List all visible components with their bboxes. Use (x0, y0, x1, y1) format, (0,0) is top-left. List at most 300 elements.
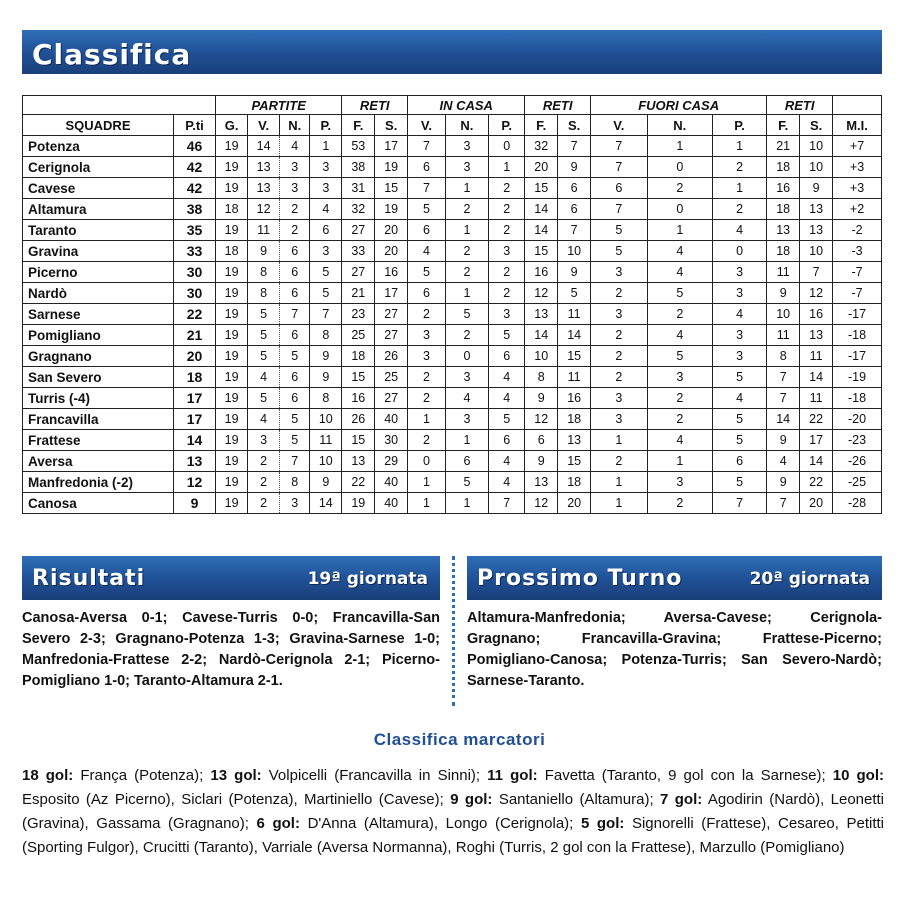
table-cell: 6 (489, 346, 525, 367)
table-cell: +2 (833, 199, 882, 220)
scorer-names: Signorelli (Frattese), Cesareo, Petitti (Sporting Fulgor), Crucitti (Taranto), Varriale (Aversa Normanna), Roghi (Turris, 2 gol con la Frattese), Marzullo (Pomigliano) (22, 815, 885, 856)
team-name: Cerignola (23, 157, 174, 178)
table-cell: 5 (591, 220, 647, 241)
table-cell: -17 (833, 346, 882, 367)
table-cell: 6 (310, 220, 342, 241)
table-cell: 7 (558, 220, 591, 241)
table-cell: 2 (248, 493, 280, 514)
table-cell: 6 (280, 241, 310, 262)
table-cell: 0 (647, 157, 712, 178)
table-cell: 6 (591, 178, 647, 199)
table-cell: 9 (248, 241, 280, 262)
table-row (23, 178, 882, 199)
table-row (23, 472, 882, 493)
table-cell: 12 (525, 283, 558, 304)
table-cell: 5 (558, 283, 591, 304)
column-header: P. (712, 115, 766, 136)
table-cell: 11 (800, 346, 833, 367)
table-cell: -7 (833, 262, 882, 283)
table-cell: 7 (408, 178, 446, 199)
table-cell: 9 (800, 178, 833, 199)
table-cell: 17 (375, 136, 408, 157)
table-cell: 18 (558, 472, 591, 493)
table-cell: 3 (445, 409, 488, 430)
table-cell: 16 (375, 262, 408, 283)
table-cell: 3 (712, 283, 766, 304)
points-cell: 35 (174, 220, 216, 241)
table-row (23, 220, 882, 241)
table-cell: 5 (280, 409, 310, 430)
table-cell: 6 (712, 451, 766, 472)
table-cell: 5 (712, 430, 766, 451)
table-cell: 1 (445, 178, 488, 199)
table-cell: -20 (833, 409, 882, 430)
table-cell: 27 (375, 304, 408, 325)
table-cell: 9 (525, 451, 558, 472)
column-header: P. (310, 115, 342, 136)
table-cell: 1 (591, 472, 647, 493)
table-cell: 13 (800, 220, 833, 241)
table-cell: 27 (342, 220, 375, 241)
results-title: Risultati (32, 566, 146, 591)
table-cell: 33 (342, 241, 375, 262)
table-cell: 16 (558, 388, 591, 409)
table-cell: 26 (375, 346, 408, 367)
table-cell: 1 (647, 451, 712, 472)
table-cell: 11 (558, 367, 591, 388)
scorers-title: Classifica marcatori (373, 730, 546, 749)
table-cell: 18 (767, 157, 800, 178)
table-cell: 3 (445, 136, 488, 157)
table-cell: 13 (800, 199, 833, 220)
table-cell: 20 (375, 220, 408, 241)
column-header: F. (767, 115, 800, 136)
table-cell: 8 (525, 367, 558, 388)
table-row (23, 430, 882, 451)
table-row (23, 367, 882, 388)
table-cell: 10 (558, 241, 591, 262)
scorer-names: Esposito (Az Picerno), Siclari (Potenza), Martiniello (Cavese); (22, 791, 451, 808)
next-round-number: 20ª giornata (749, 569, 870, 589)
table-cell: 3 (280, 178, 310, 199)
table-cell: 4 (712, 220, 766, 241)
table-cell: 13 (767, 220, 800, 241)
table-cell: 4 (712, 388, 766, 409)
team-name: Picerno (23, 262, 174, 283)
table-cell: 40 (375, 493, 408, 514)
table-cell: 2 (408, 388, 446, 409)
table-cell: 2 (280, 220, 310, 241)
table-cell: 19 (375, 199, 408, 220)
table-cell: 22 (800, 409, 833, 430)
table-cell: 4 (489, 388, 525, 409)
table-cell: 3 (310, 241, 342, 262)
table-cell: 1 (591, 493, 647, 514)
table-cell: 19 (216, 157, 248, 178)
table-cell: 15 (558, 451, 591, 472)
table-cell: 5 (489, 409, 525, 430)
table-cell: 6 (280, 262, 310, 283)
table-cell: 1 (647, 136, 712, 157)
table-cell: 13 (248, 157, 280, 178)
table-cell: 20 (800, 493, 833, 514)
table-cell: 2 (445, 325, 488, 346)
table-cell: 14 (558, 325, 591, 346)
standings-body (23, 136, 882, 514)
points-cell: 20 (174, 346, 216, 367)
group-header-row (23, 96, 882, 115)
table-cell: 2 (445, 241, 488, 262)
scorer-goals: 5 gol: (580, 815, 625, 832)
table-cell: +3 (833, 178, 882, 199)
table-cell: 18 (767, 241, 800, 262)
table-cell: 7 (408, 136, 446, 157)
table-cell: 1 (591, 430, 647, 451)
table-cell: 16 (767, 178, 800, 199)
points-cell: 18 (174, 367, 216, 388)
next-round-text: Altamura-Manfredonia; Aversa-Cavese; Cerignola-Gragnano; Francavilla-Gravina; Frattese-Picerno; Pomigliano-Canosa; Potenza-Turris; San Severo-Nardò; Sarnese-Taranto. (467, 610, 882, 689)
table-cell: 19 (216, 346, 248, 367)
table-cell: 16 (342, 388, 375, 409)
column-header: F. (342, 115, 375, 136)
table-cell: 9 (767, 283, 800, 304)
table-cell: 10 (800, 241, 833, 262)
table-cell: 1 (445, 220, 488, 241)
table-cell: 22 (342, 472, 375, 493)
points-cell: 13 (174, 451, 216, 472)
table-cell: 3 (310, 157, 342, 178)
table-cell: 22 (800, 472, 833, 493)
table-cell: 6 (280, 367, 310, 388)
table-row (23, 241, 882, 262)
table-cell: 7 (280, 304, 310, 325)
team-name: San Severo (23, 367, 174, 388)
table-cell: 5 (248, 388, 280, 409)
table-cell: 7 (310, 304, 342, 325)
table-cell: 2 (712, 157, 766, 178)
table-cell: 19 (216, 409, 248, 430)
group-header: IN CASA (408, 96, 525, 115)
table-cell: 3 (310, 178, 342, 199)
table-cell: 3 (489, 241, 525, 262)
column-header: N. (647, 115, 712, 136)
table-cell: 14 (525, 325, 558, 346)
table-cell: 14 (525, 199, 558, 220)
table-cell: 3 (647, 472, 712, 493)
points-cell: 22 (174, 304, 216, 325)
group-header-blank (833, 96, 882, 115)
title-banner (22, 30, 882, 74)
table-row (23, 136, 882, 157)
table-cell: 3 (591, 304, 647, 325)
next-round-banner (467, 556, 882, 600)
scorer-goals: 13 gol: (210, 767, 262, 784)
column-header-row (23, 115, 882, 136)
table-cell: -18 (833, 388, 882, 409)
table-cell: 5 (712, 472, 766, 493)
table-row (23, 157, 882, 178)
table-cell: 2 (647, 388, 712, 409)
table-cell: 4 (647, 241, 712, 262)
table-cell: 20 (525, 157, 558, 178)
table-cell: +3 (833, 157, 882, 178)
table-cell: 4 (712, 304, 766, 325)
table-cell: 14 (525, 220, 558, 241)
table-cell: 2 (489, 178, 525, 199)
table-cell: 9 (767, 472, 800, 493)
table-cell: 12 (525, 493, 558, 514)
table-cell: 5 (408, 199, 446, 220)
table-cell: 9 (310, 472, 342, 493)
table-cell: 0 (712, 241, 766, 262)
table-cell: 25 (342, 325, 375, 346)
table-cell: 4 (248, 367, 280, 388)
table-cell: 15 (525, 178, 558, 199)
group-header: RETI (342, 96, 408, 115)
table-cell: 19 (216, 451, 248, 472)
column-header: M.I. (833, 115, 882, 136)
column-header: V. (408, 115, 446, 136)
table-cell: 21 (342, 283, 375, 304)
table-cell: 8 (310, 388, 342, 409)
group-header: RETI (525, 96, 591, 115)
table-cell: 7 (712, 493, 766, 514)
table-cell: 3 (445, 367, 488, 388)
table-cell: 8 (767, 346, 800, 367)
table-cell: 11 (767, 262, 800, 283)
column-header: V. (591, 115, 647, 136)
scorer-goals: 7 gol: (660, 791, 703, 808)
scorer-goals: 11 gol: (487, 767, 538, 784)
table-cell: 5 (712, 367, 766, 388)
team-name: Sarnese (23, 304, 174, 325)
table-row (23, 262, 882, 283)
column-header: P.ti (174, 115, 216, 136)
table-cell: 4 (310, 199, 342, 220)
table-cell: 10 (310, 409, 342, 430)
table-cell: 19 (216, 283, 248, 304)
table-cell: 2 (591, 325, 647, 346)
table-cell: 18 (767, 199, 800, 220)
table-cell: 23 (342, 304, 375, 325)
table-cell: 10 (800, 136, 833, 157)
table-cell: 0 (445, 346, 488, 367)
scorer-names: Favetta (Taranto, 9 gol con la Sarnese); (537, 767, 833, 784)
table-cell: 2 (489, 283, 525, 304)
table-cell: 1 (489, 157, 525, 178)
column-header: V. (248, 115, 280, 136)
table-cell: 7 (800, 262, 833, 283)
section-divider (452, 556, 455, 706)
table-cell: 6 (408, 220, 446, 241)
table-cell: 10 (525, 346, 558, 367)
scorer-names: França (Potenza); (73, 767, 211, 784)
table-cell: 11 (767, 325, 800, 346)
column-header: F. (525, 115, 558, 136)
table-cell: 17 (375, 283, 408, 304)
table-cell: 1 (408, 409, 446, 430)
scorer-names: Santaniello (Altamura); (492, 791, 661, 808)
table-cell: 5 (712, 409, 766, 430)
column-header: N. (445, 115, 488, 136)
column-header: G. (216, 115, 248, 136)
table-cell: 2 (647, 493, 712, 514)
column-header: SQUADRE (23, 115, 174, 136)
table-cell: 20 (558, 493, 591, 514)
table-cell: 40 (375, 472, 408, 493)
points-cell: 42 (174, 157, 216, 178)
table-cell: 31 (342, 178, 375, 199)
group-header-blank (23, 96, 216, 115)
table-cell: 11 (248, 220, 280, 241)
table-cell: 27 (375, 325, 408, 346)
table-cell: -2 (833, 220, 882, 241)
table-cell: 6 (280, 283, 310, 304)
table-row (23, 388, 882, 409)
table-cell: 7 (558, 136, 591, 157)
table-cell: 7 (767, 367, 800, 388)
table-cell: 11 (558, 304, 591, 325)
points-cell: 42 (174, 178, 216, 199)
table-cell: 53 (342, 136, 375, 157)
scorer-goals: 6 gol: (256, 815, 300, 832)
table-cell: -7 (833, 283, 882, 304)
table-cell: 4 (489, 472, 525, 493)
table-cell: 13 (525, 472, 558, 493)
table-cell: 4 (647, 262, 712, 283)
table-cell: 21 (767, 136, 800, 157)
table-cell: 4 (408, 241, 446, 262)
table-cell: 7 (767, 388, 800, 409)
table-cell: 1 (445, 493, 488, 514)
table-cell: 32 (342, 199, 375, 220)
table-cell: 38 (342, 157, 375, 178)
table-row (23, 199, 882, 220)
table-row (23, 346, 882, 367)
table-cell: 18 (216, 241, 248, 262)
table-cell: 6 (525, 430, 558, 451)
table-cell: 20 (375, 241, 408, 262)
table-cell: 9 (767, 430, 800, 451)
table-cell: 2 (280, 199, 310, 220)
table-cell: 3 (712, 325, 766, 346)
group-header: FUORI CASA (591, 96, 767, 115)
table-cell: 19 (216, 430, 248, 451)
table-cell: 27 (375, 388, 408, 409)
table-cell: 9 (558, 157, 591, 178)
table-cell: 3 (408, 325, 446, 346)
group-header: PARTITE (216, 96, 342, 115)
table-cell: 1 (445, 283, 488, 304)
table-cell: 1 (408, 493, 446, 514)
table-cell: 1 (647, 220, 712, 241)
table-cell: 18 (342, 346, 375, 367)
table-cell: 3 (280, 493, 310, 514)
points-cell: 17 (174, 388, 216, 409)
table-cell: 19 (216, 136, 248, 157)
table-row (23, 409, 882, 430)
column-header: N. (280, 115, 310, 136)
table-cell: 5 (280, 346, 310, 367)
table-cell: 3 (712, 346, 766, 367)
table-cell: 4 (767, 451, 800, 472)
table-cell: 13 (558, 430, 591, 451)
table-cell: 4 (445, 388, 488, 409)
points-cell: 46 (174, 136, 216, 157)
table-cell: 2 (591, 346, 647, 367)
points-cell: 33 (174, 241, 216, 262)
table-cell: 15 (342, 367, 375, 388)
table-cell: 2 (445, 199, 488, 220)
table-cell: 6 (489, 430, 525, 451)
scorers-list (22, 764, 884, 860)
table-cell: 10 (767, 304, 800, 325)
table-cell: 8 (248, 262, 280, 283)
table-cell: 14 (310, 493, 342, 514)
table-cell: -3 (833, 241, 882, 262)
table-cell: 6 (280, 325, 310, 346)
table-cell: 7 (489, 493, 525, 514)
table-cell: 40 (375, 409, 408, 430)
table-cell: 15 (375, 178, 408, 199)
table-cell: 5 (310, 262, 342, 283)
team-name: Turris (-4) (23, 388, 174, 409)
team-name: Francavilla (23, 409, 174, 430)
table-cell: 2 (712, 199, 766, 220)
table-cell: 7 (591, 157, 647, 178)
table-cell: 9 (310, 346, 342, 367)
page-title: Classifica (32, 38, 192, 71)
table-cell: 25 (375, 367, 408, 388)
table-cell: 2 (489, 262, 525, 283)
table-cell: -18 (833, 325, 882, 346)
points-cell: 30 (174, 283, 216, 304)
table-cell: 26 (342, 409, 375, 430)
results-banner (22, 556, 440, 600)
table-cell: 14 (767, 409, 800, 430)
table-cell: 5 (280, 430, 310, 451)
table-cell: 13 (800, 325, 833, 346)
table-cell: 3 (408, 346, 446, 367)
scorer-goals: 10 gol: (832, 767, 885, 784)
table-cell: 8 (280, 472, 310, 493)
table-cell: 5 (647, 346, 712, 367)
group-header: RETI (767, 96, 833, 115)
points-cell: 38 (174, 199, 216, 220)
table-cell: 2 (647, 178, 712, 199)
table-cell: 9 (558, 262, 591, 283)
table-cell: 5 (647, 283, 712, 304)
table-cell: 4 (647, 430, 712, 451)
table-cell: 5 (248, 325, 280, 346)
table-cell: 2 (408, 304, 446, 325)
team-name: Gragnano (23, 346, 174, 367)
table-cell: 5 (445, 304, 488, 325)
table-cell: 15 (525, 241, 558, 262)
table-cell: 19 (216, 304, 248, 325)
table-cell: 13 (525, 304, 558, 325)
table-cell: 5 (489, 325, 525, 346)
team-name: Canosa (23, 493, 174, 514)
table-cell: 19 (216, 388, 248, 409)
table-cell: 19 (216, 493, 248, 514)
table-cell: 2 (445, 262, 488, 283)
results-round: 19ª giornata (307, 569, 428, 589)
table-cell: 27 (342, 262, 375, 283)
points-cell: 30 (174, 262, 216, 283)
scorer-goals: 9 gol: (450, 791, 493, 808)
table-cell: 5 (408, 262, 446, 283)
